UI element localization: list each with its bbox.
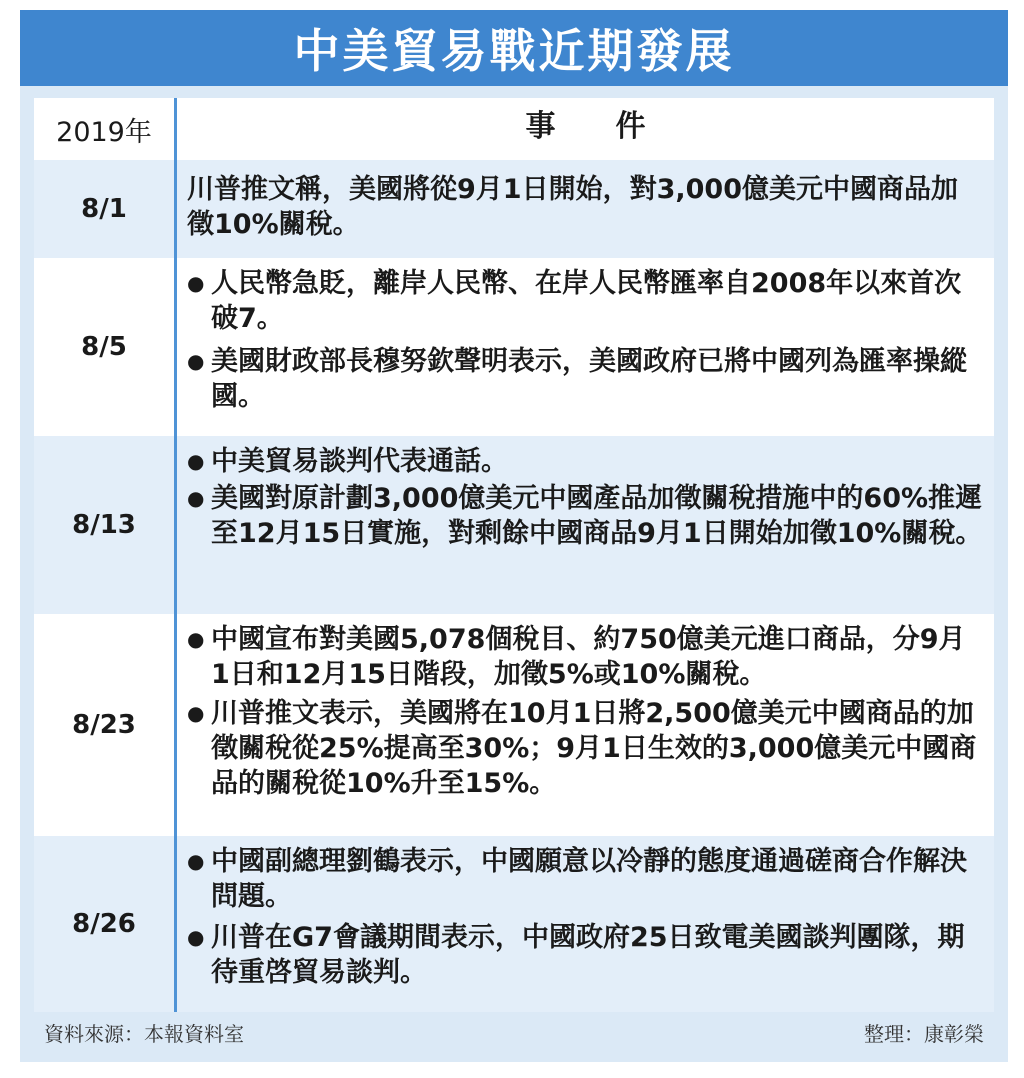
bullet-icon: ●: [187, 271, 205, 295]
row-events: [174, 836, 994, 1012]
row-events: [174, 258, 994, 436]
event-text: 美國財政部長穆努欽聲明表示，美國政府已將中國列為匯率操縱國。: [211, 346, 967, 412]
event-text: 川普推文稱，美國將從9月1日開始，對3,000億美元中國商品加徵10%關稅。: [187, 174, 958, 240]
event-header: 事件: [174, 98, 994, 160]
bullet-icon: ●: [187, 849, 205, 873]
bullet-icon: ●: [187, 925, 205, 949]
event-text: 川普推文表示，美國將在10月1日將2,500億美元中國商品的加徵關稅從25%提高至30%；9月1日生效的3,000億美元中國商品的關稅從10%升至15%。: [211, 698, 977, 799]
bullet-icon: ●: [187, 701, 205, 725]
event-item: [187, 696, 984, 801]
event-text: 人民幣急貶，離岸人民幣、在岸人民幣匯率自2008年以來首次破7。: [211, 268, 962, 334]
row-date: 8/26: [34, 836, 174, 1012]
event-text: 中國副總理劉鶴表示，中國願意以冷靜的態度通過磋商合作解決問題。: [211, 846, 967, 912]
event-item: [187, 481, 984, 551]
event-text: 美國對原計劃3,000億美元中國產品加徵關稅措施中的60%推遲至12月15日實施，對剩餘中國商品9月1日開始加徵10%關稅。: [211, 483, 983, 549]
event-item: [187, 920, 984, 990]
table-row: [34, 258, 994, 436]
page-title: 中美貿易戰近期發展: [293, 24, 735, 78]
event-item: [187, 622, 984, 692]
row-events: [174, 436, 994, 614]
table-row: [34, 436, 994, 614]
event-item: [187, 444, 984, 479]
title-bar: [20, 10, 1008, 86]
table-header-row: [34, 98, 994, 160]
row-date: 8/5: [34, 258, 174, 436]
row-date: 8/13: [34, 436, 174, 614]
event-item: [187, 344, 984, 414]
event-text: 川普在G7會議期間表示，中國政府25日致電美國談判團隊，期待重啓貿易談判。: [211, 922, 965, 988]
editor-note: 整理：康彰榮: [864, 1021, 984, 1046]
bullet-icon: ●: [187, 486, 205, 510]
bullet-icon: ●: [187, 627, 205, 651]
source-note: 資料來源：本報資料室: [44, 1021, 244, 1046]
infographic-frame: [20, 10, 1008, 1062]
event-text: 中國宣布對美國5,078個稅目、約750億美元進口商品，分9月1日和12月15日階段，加徵5%或10%關稅。: [211, 624, 966, 690]
table-row: [34, 160, 994, 258]
event-item: [187, 844, 984, 914]
row-date: 8/1: [34, 160, 174, 258]
year-header: 2019年: [34, 98, 174, 160]
table-row: [34, 614, 994, 836]
bullet-icon: ●: [187, 449, 205, 473]
bullet-icon: ●: [187, 349, 205, 373]
row-events: [174, 160, 994, 258]
table-row: [34, 836, 994, 1012]
footer: [44, 1012, 984, 1052]
row-events: [174, 614, 994, 836]
timeline-table: [34, 98, 994, 1012]
event-text: 中美貿易談判代表通話。: [211, 446, 508, 477]
row-date: 8/23: [34, 614, 174, 836]
event-item: [187, 266, 984, 336]
